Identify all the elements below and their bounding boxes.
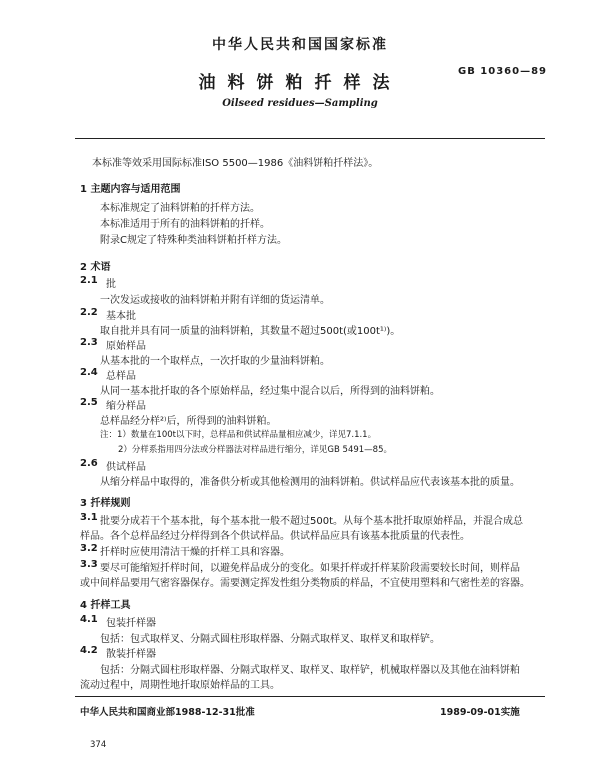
s3-2-text: 扦样时应使用清洁干燥的扦样工具和容器。 — [100, 547, 290, 558]
s2-2-term: 基本批 — [106, 311, 136, 322]
s2-3-term: 原始样品 — [106, 341, 146, 352]
section-4-heading: 4 扦样工具 — [80, 600, 131, 611]
s2-1-number: 2.1 — [80, 275, 98, 286]
s2-6-definition: 从缩分样品中取得的，准备供分析或其他检测用的油料饼粕。供试样品应代表该基本批的质量。 — [100, 477, 520, 488]
s3-1-line-1: 批要分成若干个基本批，每个基本批一般不超过500t。从每个基本批扦取原始样品，并混合成总 — [100, 516, 524, 527]
standard-code: GB 10360—89 — [458, 66, 548, 77]
s3-3-line-2: 或中间样品要用气密容器保存。需要测定挥发性组分类物质的样品，不宜使用塑料和气密性差的容器。 — [80, 578, 530, 589]
s2-5-number: 2.5 — [80, 397, 98, 408]
s1-line-2: 本标准适用于所有的油料饼粕的扦样。 — [100, 219, 270, 230]
document-title: 油料饼粕扦样法 — [198, 73, 402, 93]
s3-2-number: 3.2 — [80, 543, 98, 554]
s3-1-line-2: 样品。各个总样品经过分样得到各个供试样品。供试样品应具有该基本批质量的代表性。 — [80, 531, 470, 542]
effective-date: 1989-09-01实施 — [440, 707, 520, 718]
footnote-2: 2）分样系指用四分法或分样器法对样品进行缩分，详见GB 5491—85。 — [118, 445, 392, 455]
footnote-1: 注：1）数量在100t以下时，总样品和供试样品量相应减少，详见7.1.1。 — [100, 430, 377, 440]
s3-3-number: 3.3 — [80, 559, 98, 570]
s4-2-number: 4.2 — [80, 645, 98, 656]
s1-line-3: 附录C规定了特殊种类油料饼粕扦样方法。 — [100, 235, 287, 246]
standard-header: 中华人民共和国国家标准 — [212, 37, 388, 53]
footer-divider — [75, 696, 545, 697]
s4-2-term: 散装扦样器 — [106, 649, 156, 660]
s2-2-definition: 取自批并具有同一质量的油料饼粕，其数量不超过500t(或100t¹⁾)。 — [100, 326, 401, 337]
s2-5-definition: 总样品经分样²⁾后，所得到的油料饼粕。 — [100, 416, 277, 427]
s2-1-term: 批 — [106, 279, 116, 290]
s4-1-definition: 包括：包式取样叉、分隔式圆柱形取样器、分隔式取样叉、取样叉和取样铲。 — [100, 634, 440, 645]
s2-1-definition: 一次发运或接收的油料饼粕并附有详细的货运清单。 — [100, 295, 330, 306]
section-2-heading: 2 术语 — [80, 262, 111, 273]
section-1-heading: 1 主题内容与适用范围 — [80, 184, 181, 195]
intro-text: 本标准等效采用国际标准ISO 5500—1986《油料饼粕扦样法》。 — [92, 158, 379, 169]
s3-1-number: 3.1 — [80, 512, 98, 523]
s2-4-number: 2.4 — [80, 367, 98, 378]
english-title: Oilseed residues—Sampling — [222, 98, 378, 109]
s1-line-1: 本标准规定了油料饼粕的扦样方法。 — [100, 203, 260, 214]
s2-3-number: 2.3 — [80, 337, 98, 348]
s2-6-term: 供试样品 — [106, 462, 146, 473]
s2-6-number: 2.6 — [80, 458, 98, 469]
s4-2-line-1: 包括：分隔式圆柱形取样器、分隔式取样叉、取样叉、取样铲，机械取样器以及其他在油料饼粕 — [100, 665, 520, 676]
approval-note: 中华人民共和国商业部1988-12-31批准 — [80, 707, 255, 718]
section-3-heading: 3 扦样规则 — [80, 498, 131, 509]
s4-2-line-2: 流动过程中，周期性地扦取原始样品的工具。 — [80, 680, 280, 691]
s3-3-line-1: 要尽可能缩短扦样时间，以避免样品成分的变化。如果扦样或扦样某阶段需要较长时间，则样品 — [100, 563, 520, 574]
s2-4-definition: 从同一基本批扦取的各个原始样品，经过集中混合以后，所得到的油料饼粕。 — [100, 386, 440, 397]
s4-1-number: 4.1 — [80, 614, 98, 625]
s4-1-term: 包装扦样器 — [106, 618, 156, 629]
header-divider — [75, 138, 545, 139]
s2-5-term: 缩分样品 — [106, 401, 146, 412]
s2-3-definition: 从基本批的一个取样点，一次扦取的少量油料饼粕。 — [100, 356, 330, 367]
s2-4-term: 总样品 — [106, 371, 136, 382]
page-number: 374 — [90, 740, 107, 750]
s2-2-number: 2.2 — [80, 307, 98, 318]
